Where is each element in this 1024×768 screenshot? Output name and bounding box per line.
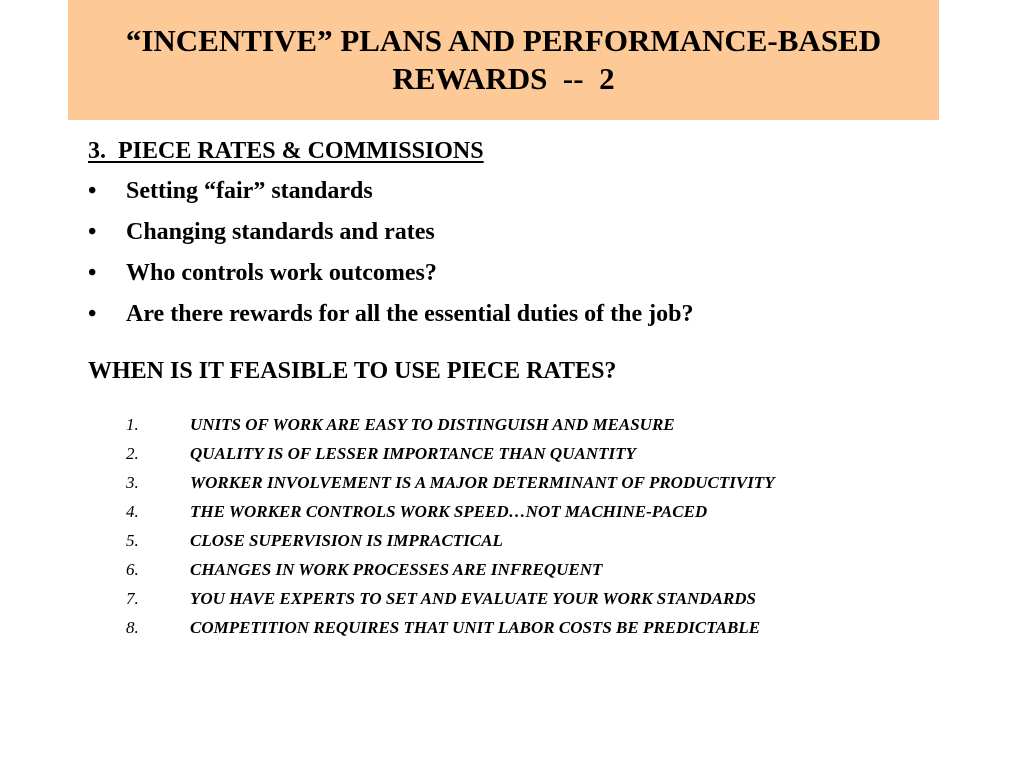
list-item <box>88 176 988 206</box>
bullet-icon: • <box>88 178 97 204</box>
item-text: THE WORKER CONTROLS WORK SPEED…NOT MACHINE-PACED <box>190 502 708 521</box>
item-text: WORKER INVOLVEMENT IS A MAJOR DETERMINANT OF PRODUCTIVITY <box>190 473 775 492</box>
item-number: 6. <box>126 560 139 579</box>
criteria-list <box>88 415 988 638</box>
item-number: 4. <box>126 502 139 521</box>
list-item <box>126 618 988 638</box>
item-number: 8. <box>126 618 139 637</box>
item-text: YOU HAVE EXPERTS TO SET AND EVALUATE YOUR WORK STANDARDS <box>190 589 757 608</box>
list-item <box>126 589 988 609</box>
item-text: COMPETITION REQUIRES THAT UNIT LABOR COSTS BE PREDICTABLE <box>190 618 761 637</box>
list-item <box>88 217 988 247</box>
item-text: UNITS OF WORK ARE EASY TO DISTINGUISH AND MEASURE <box>190 415 675 434</box>
bullet-text: Are there rewards for all the essential duties of the job? <box>126 301 694 327</box>
item-number: 2. <box>126 444 139 463</box>
item-text: CHANGES IN WORK PROCESSES ARE INFREQUENT <box>190 560 603 579</box>
bullet-icon: • <box>88 219 97 245</box>
list-item <box>88 258 988 288</box>
item-text: QUALITY IS OF LESSER IMPORTANCE THAN QUANTITY <box>190 444 636 463</box>
list-item <box>126 560 988 580</box>
slide-content <box>88 136 988 647</box>
title-line-1: “INCENTIVE” PLANS AND PERFORMANCE-BASED <box>125 23 882 58</box>
bullet-text: Who controls work outcomes? <box>126 260 437 286</box>
bullet-text: Changing standards and rates <box>126 219 435 245</box>
list-item <box>126 473 988 493</box>
bullet-icon: • <box>88 260 97 286</box>
section-heading-text: PIECE RATES & COMMISSIONS <box>118 138 484 164</box>
item-number: 7. <box>126 589 139 608</box>
item-number: 3. <box>126 473 139 492</box>
section-number: 3. <box>88 138 106 164</box>
bullet-text: Setting “fair” standards <box>126 178 373 204</box>
list-item <box>126 444 988 464</box>
list-item <box>126 502 988 522</box>
list-item <box>126 531 988 551</box>
item-number: 5. <box>126 531 139 550</box>
question-heading: WHEN IS IT FEASIBLE TO USE PIECE RATES? <box>88 358 617 384</box>
bullet-icon: • <box>88 301 97 327</box>
section-heading <box>88 136 988 166</box>
title-banner <box>68 0 939 120</box>
bullet-list <box>88 176 988 329</box>
item-text: CLOSE SUPERVISION IS IMPRACTICAL <box>190 531 503 550</box>
list-item <box>88 299 988 329</box>
title-line-2: REWARDS -- 2 <box>392 61 615 96</box>
list-item <box>126 415 988 435</box>
slide-title <box>116 22 891 98</box>
item-number: 1. <box>126 415 139 434</box>
